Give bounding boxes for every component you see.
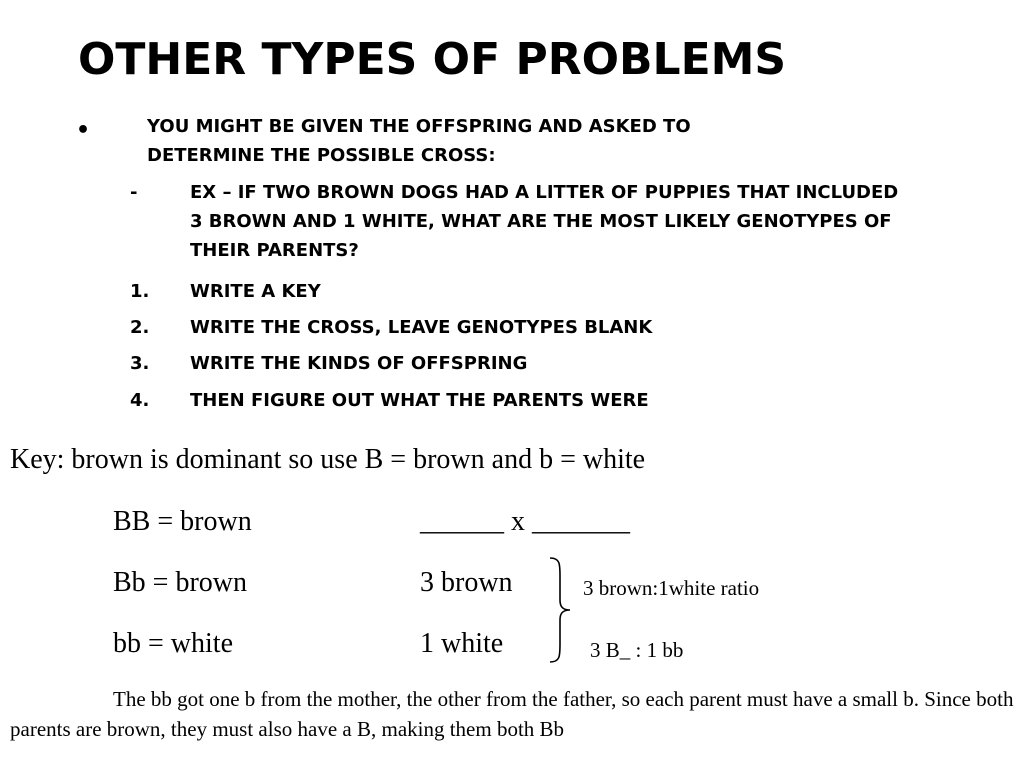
step-text: WRITE THE KINDS OF OFFSPRING	[190, 353, 528, 374]
offspring-white: 1 white	[420, 628, 504, 659]
ratio-text: 3 brown:1white ratio	[583, 576, 760, 600]
bullet-text: YOU MIGHT BE GIVEN THE OFFSPRING AND ASKED TO DETERMINE THE POSSIBLE CROSS:	[147, 116, 691, 166]
genotype-heterozygous: Bb = brown	[113, 567, 248, 598]
step-text: WRITE A KEY	[190, 281, 321, 302]
key-line: Key: brown is dominant so use B = brown and b = white	[10, 444, 646, 475]
genotype-recessive: bb = white	[113, 628, 233, 659]
cross-blanks: ______ x _______	[420, 506, 630, 537]
bullet-dot: •	[76, 118, 91, 143]
step-text: THEN FIGURE OUT WHAT THE PARENTS WERE	[190, 390, 649, 411]
step-number: 4.	[130, 390, 150, 411]
example-text: EX – IF TWO BROWN DOGS HAD A LITTER OF PUPPIES THAT INCLUDED 3 BROWN AND 1 WHITE, WHAT ARE THE MOST LIKELY GENOTYPES OF THEIR PARENTS?	[190, 182, 899, 261]
step-number: 1.	[130, 281, 150, 302]
genotype-bb-dominant: BB = brown	[113, 506, 252, 537]
step-number: 2.	[130, 317, 150, 338]
explanation-text: The bb got one b from the mother, the other from the father, so each parent must have a small b. Since both parents are brown, they must also have a B, making them both Bb	[10, 687, 1014, 741]
slide-title: OTHER TYPES OF PROBLEMS	[78, 34, 787, 85]
offspring-brown: 3 brown	[420, 567, 513, 598]
step-text: WRITE THE CROSS, LEAVE GENOTYPES BLANK	[190, 317, 653, 338]
right-brace-icon	[548, 556, 572, 664]
step-number: 3.	[130, 353, 150, 374]
ratio-genotype: 3 B_ : 1 bb	[590, 638, 684, 662]
explanation-paragraph	[10, 684, 1015, 744]
dash-marker: -	[130, 182, 138, 203]
